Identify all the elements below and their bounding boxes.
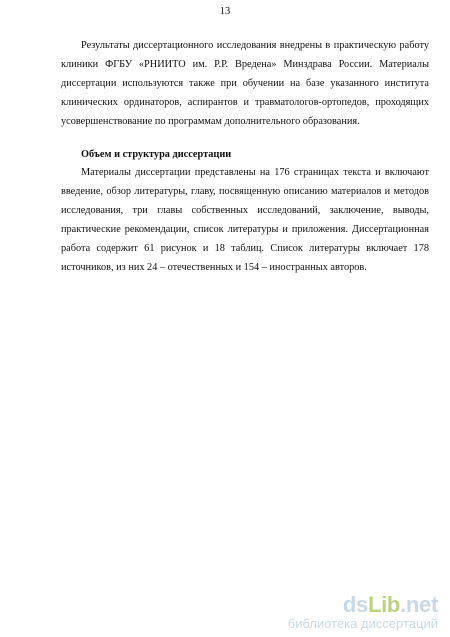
dslib-logo: dsLib.net	[342, 592, 438, 617]
intro-block	[61, 36, 429, 131]
structure-paragraph: Материалы диссертации представлены на 176 страницах текста и включают введение, обзор литературы, главу, посвященную описанию материалов и методов исследования, три главы собственных исследований, заключение, выводы, практические рекомендации, список литературы и приложения. Диссертационная работа содержит 61 рисунок и 18 таблиц. Список литературы включает 178 источников, из них 24 – отечественных и 154 – иностранных авторов.	[61, 167, 429, 274]
section-heading: Объем и структура диссертации	[81, 149, 232, 160]
dslib-tagline: библиотека диссертаций	[287, 616, 438, 631]
intro-paragraph: Результаты диссертационного исследования внедрены в практическую работу клиники ФГБУ «РНИИТО им. Р.Р. Вредена» Минздрава России. Материалы диссертации используются также при обучении на базе указанного института клинических ординаторов, аспирантов и травматологов-ортопедов, проходящих усовершенствование по программам дополнительного образования.	[61, 40, 429, 128]
dslib-watermark	[288, 594, 438, 631]
structure-block	[61, 163, 429, 278]
page-number: 13	[219, 6, 231, 17]
